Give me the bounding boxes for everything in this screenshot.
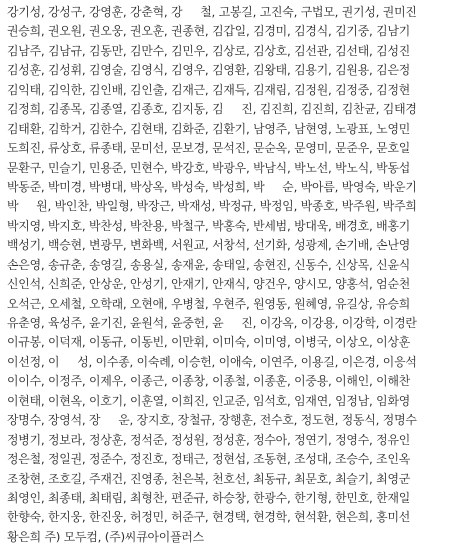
text-line: 김남주, 김남규, 김동만, 김만수, 김민우, 김상로, 김상호, 김선관, 김선태, 김성진	[7, 43, 411, 58]
text-line: 이이수, 이정주, 이제우, 이종근, 이종창, 이종철, 이종훈, 이중용, 이해인, 이해찬	[7, 374, 411, 389]
text-line: 황은희 주) 모두컴, (주)씨큐아이플러스	[7, 529, 204, 544]
text-line: 조창현, 조호길, 주재건, 진영종, 천은복, 천호선, 최동규, 최문호, 최슬기, 최영군	[7, 471, 411, 486]
text-line: 신인석, 신희준, 안상운, 안성기, 안재기, 안재식, 양건우, 양시모, 양홍석, 엄순천	[7, 277, 411, 292]
text-line: 김정희, 김종목, 김종열, 김종호, 김지동, 김 진, 김진희, 김진희, 김찬균, 김태경	[7, 102, 417, 117]
text-line: 박지영, 박지호, 박찬성, 박찬용, 박철구, 박홍숙, 반세범, 방대욱, 배경호, 배홍기	[7, 218, 411, 233]
text-line: 최영인, 최종태, 최태림, 최형찬, 편준규, 하승창, 한광수, 한기형, 한민호, 한재일	[7, 490, 411, 505]
text-line: 이규봉, 이덕재, 이동규, 이동빈, 이만휘, 이미숙, 이미영, 이병국, 이상오, 이상훈	[7, 335, 411, 350]
text-line: 문환구, 민슬기, 민용준, 민현수, 박강호, 박광우, 박남식, 박노선, 박노식, 박동섭	[7, 160, 411, 175]
text-line: 권승희, 권오원, 권오웅, 권오훈, 권종현, 김갑일, 김경미, 김경식, 김기중, 김남기	[7, 24, 411, 39]
text-line: 정병기, 정보라, 정상훈, 정석준, 정성원, 정성훈, 정수아, 정연기, 정영수, 정유인	[7, 432, 411, 447]
text-line: 유춘영, 육성주, 윤기진, 윤원석, 윤중헌, 윤 진, 이강옥, 이강용, 이강학, 이경란	[7, 316, 417, 330]
text-line: 강기성, 강성구, 강영훈, 강춘혁, 강 철, 고봉길, 고진숙, 구법모, 권기성, 권미진	[7, 5, 417, 19]
text-line: 도희진, 류상호, 류종태, 문미선, 문보경, 문석진, 문순옥, 문영미, 문준우, 문호일	[7, 141, 411, 156]
text-line: 백성기, 백승현, 변광무, 변화백, 서원교, 서창석, 선기화, 성광제, 손기배, 손난영	[7, 238, 411, 253]
text-line: 정은철, 정일권, 정준수, 정진호, 정태근, 정현섭, 조동현, 조성대, 조승수, 조인옥	[7, 452, 411, 467]
text-line: 손은영, 송규춘, 송영길, 송용실, 송재윤, 송태일, 송현진, 신동수, 신상목, 신윤식	[7, 257, 411, 272]
text-line: 박 원, 박인찬, 박일형, 박장근, 박재성, 박정규, 박정임, 박종호, 박주원, 박주희	[7, 199, 417, 214]
text-line: 한향숙, 한지웅, 한진웅, 허정민, 허준구, 현경택, 현경학, 현석환, 현은희, 홍미선	[7, 510, 411, 525]
text-line: 이현태, 이현옥, 이호기, 이훈열, 이희진, 인교준, 임석호, 임재연, 임정남, 임화영	[7, 393, 411, 408]
text-line: 이선정, 이 성, 이수종, 이숙례, 이승헌, 이애숙, 이연주, 이용길, 이은경, 이응석	[7, 354, 417, 369]
text-line: 오석근, 오세철, 오학래, 오현애, 우병철, 우현주, 원영동, 원혜영, 유길상, 유승희	[7, 296, 411, 311]
text-line: 김태환, 김학거, 김한수, 김현태, 김화준, 김환기, 남영주, 남현영, 노광표, 노영민	[7, 121, 411, 136]
text-line: 김익태, 김익한, 김인배, 김인출, 김재근, 김재득, 김재림, 김정원, 김정중, 김정현	[7, 82, 411, 97]
text-line: 박동준, 박미경, 박병대, 박상옥, 박성숙, 박성희, 박 순, 박아름, 박영숙, 박운기	[7, 179, 417, 194]
text-line: 김성훈, 김성휘, 김영술, 김영식, 김영우, 김영환, 김왕태, 김용기, 김원용, 김은정	[7, 63, 411, 78]
text-line: 장명수, 장영석, 장 운, 장지호, 장철규, 장행훈, 전수호, 정도현, 정동식, 정명수	[7, 413, 417, 428]
